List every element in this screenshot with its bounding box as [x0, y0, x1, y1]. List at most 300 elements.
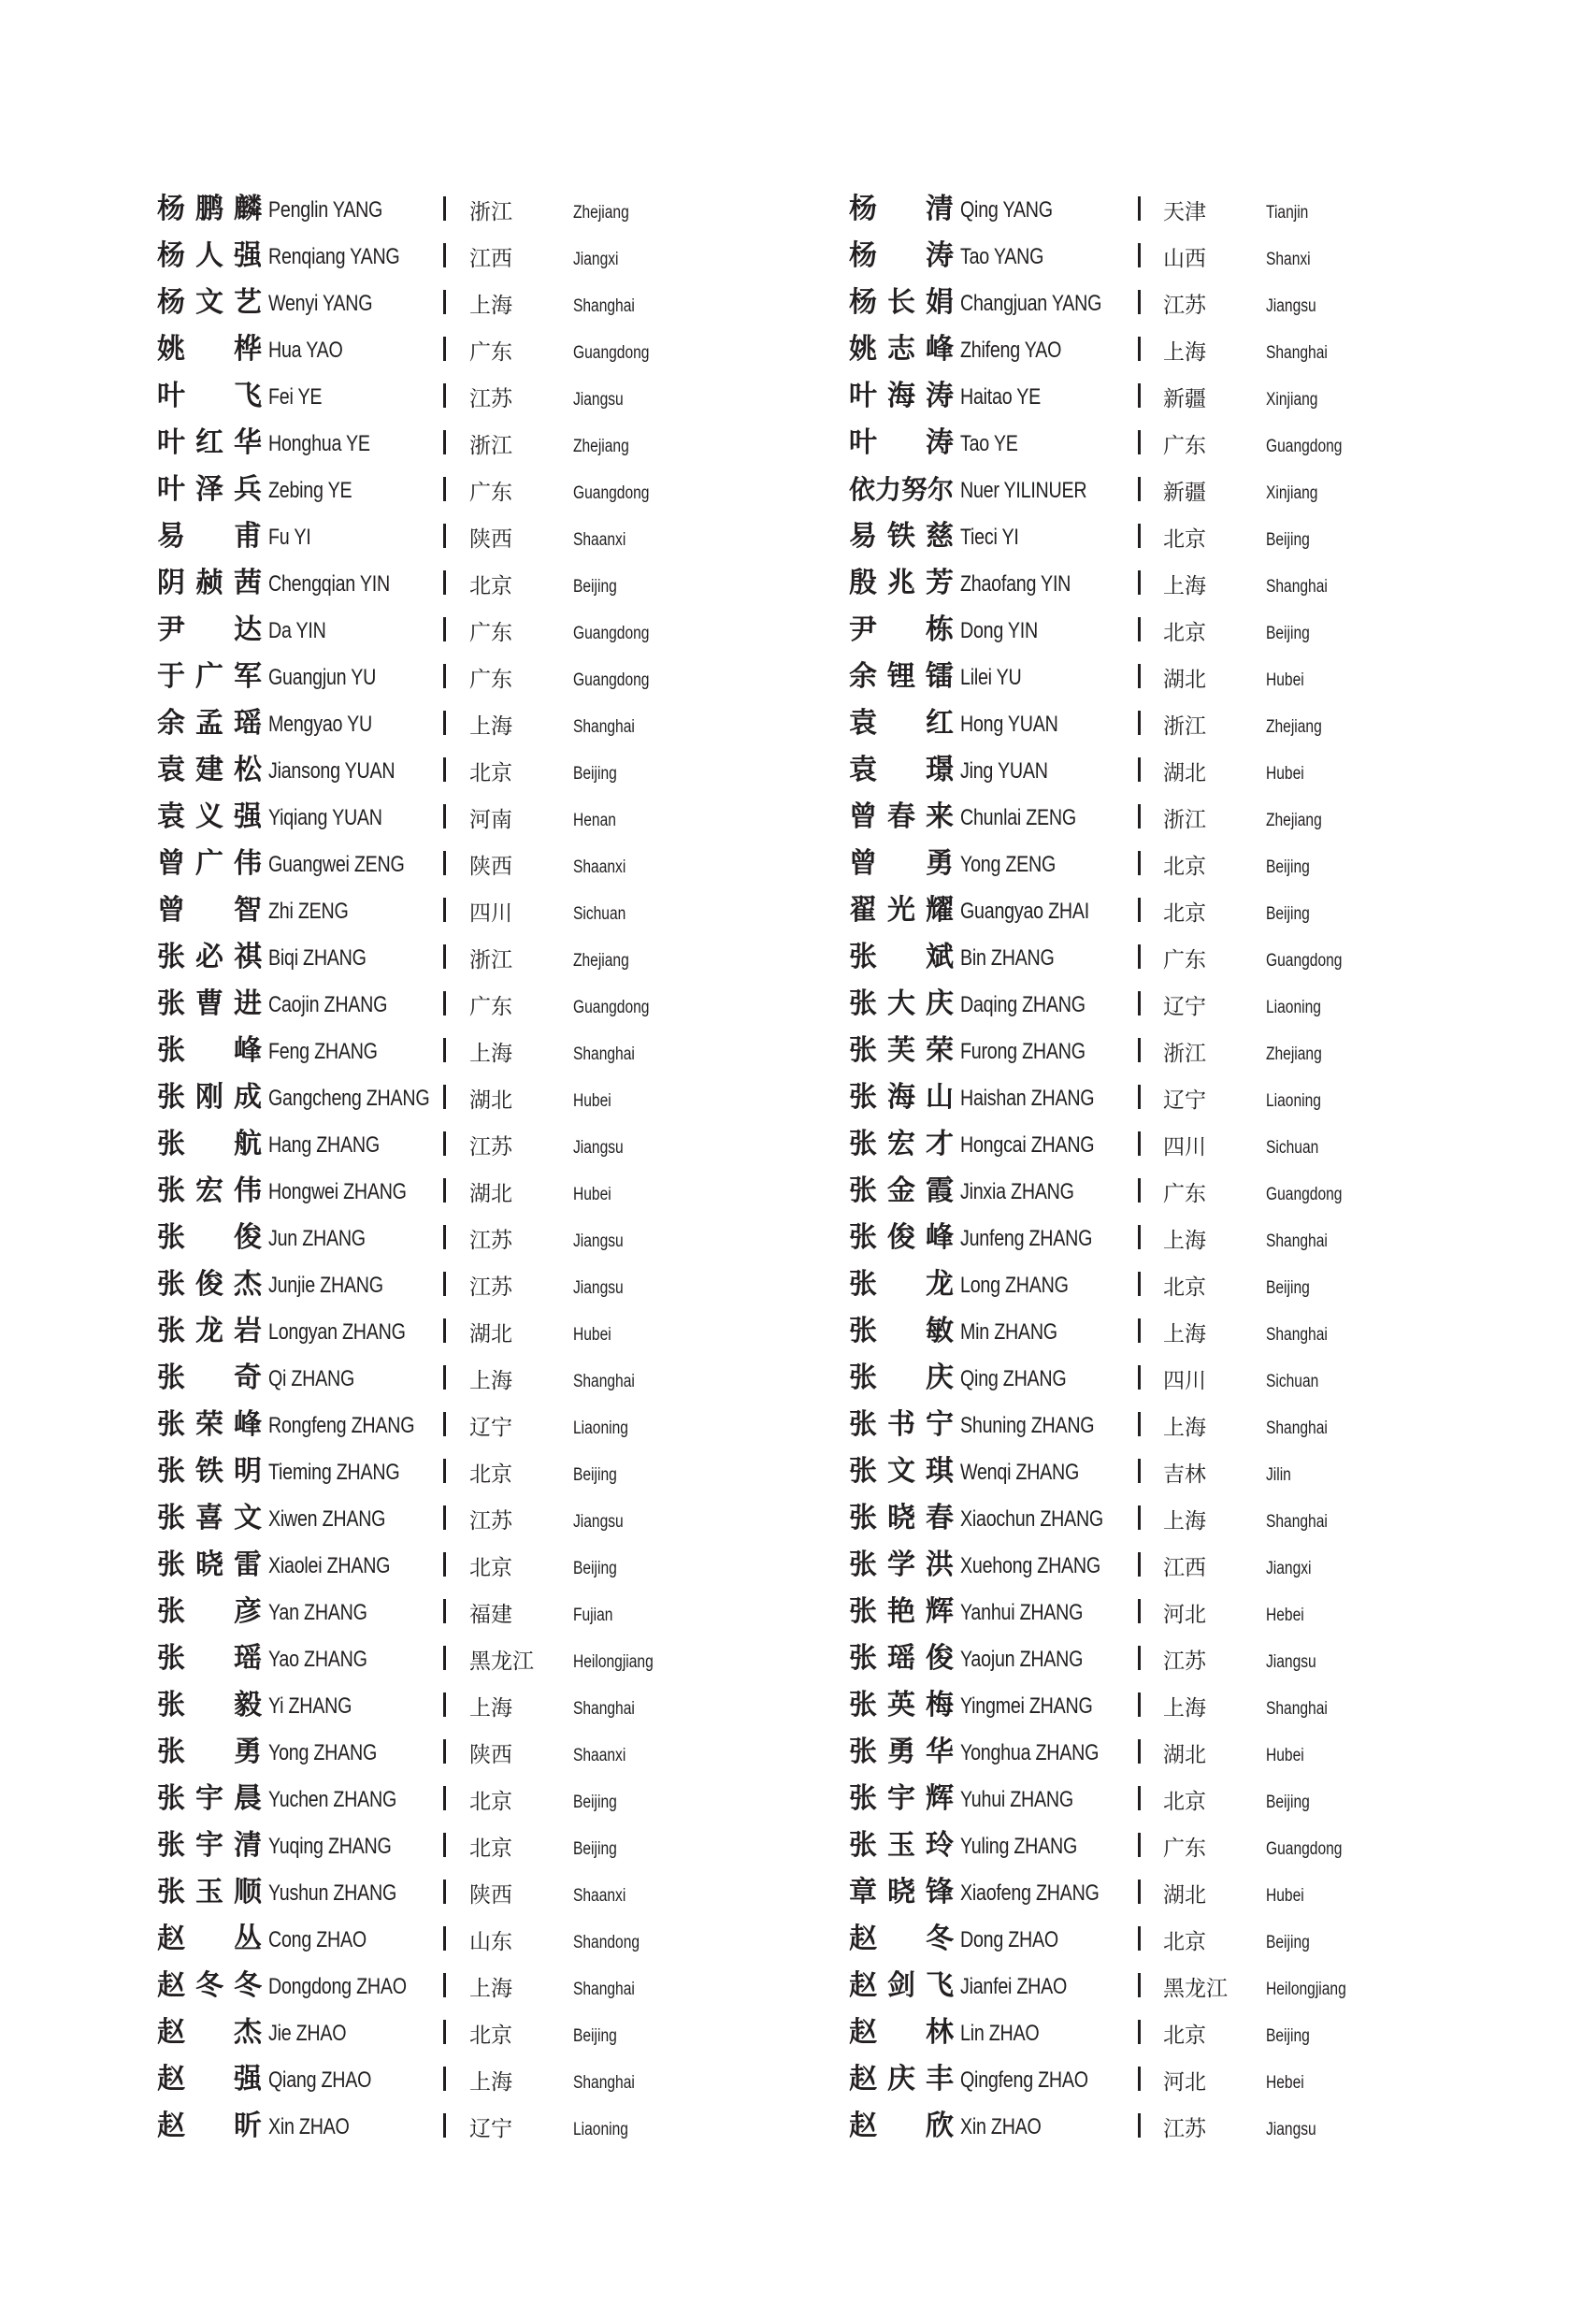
- english-name: Dong YIN: [960, 618, 1038, 643]
- province-english: Beijing: [573, 1839, 617, 1859]
- english-name: Hongcai ZHANG: [960, 1132, 1095, 1158]
- province-chinese: 上海: [469, 714, 512, 739]
- english-name: Daqing ZHANG: [960, 992, 1086, 1017]
- english-name: Yuling ZHANG: [960, 1834, 1078, 1859]
- list-item: [849, 703, 1578, 750]
- chinese-name: 姚桦: [157, 333, 262, 366]
- chinese-name: 张俊杰: [157, 1268, 262, 1301]
- chinese-name: 张勇: [157, 1736, 262, 1768]
- separator: [1138, 2020, 1141, 2044]
- province-english: Shanghai: [573, 1372, 635, 1391]
- chinese-name: 张学洪: [849, 1548, 954, 1581]
- province-english: Beijing: [1266, 2026, 1310, 2046]
- chinese-name: 张龙岩: [157, 1315, 262, 1347]
- province-english: Guangdong: [573, 483, 650, 503]
- province-chinese: 北京: [1163, 855, 1206, 879]
- english-name: Haitao YE: [960, 384, 1042, 410]
- province-english: Beijing: [573, 577, 617, 597]
- english-name: Yuchen ZHANG: [268, 1787, 397, 1812]
- chinese-name: 张晓春: [849, 1502, 954, 1534]
- separator: [1138, 1973, 1141, 1997]
- list-item: [157, 890, 886, 937]
- english-name: Caojin ZHANG: [268, 992, 388, 1017]
- list-item: [157, 1030, 886, 1077]
- province-english: Jiangxi: [573, 250, 619, 269]
- english-name: Tao YE: [960, 431, 1018, 456]
- list-item: [157, 1451, 886, 1498]
- province-chinese: 河南: [469, 808, 512, 832]
- list-item: [157, 1217, 886, 1264]
- separator: [1138, 991, 1141, 1015]
- english-name: Cong ZHAO: [268, 1927, 367, 1952]
- separator: [443, 898, 446, 922]
- province-english: Guangdong: [573, 670, 650, 690]
- separator: [1138, 1272, 1141, 1296]
- list-item: [157, 1872, 886, 1919]
- province-chinese: 黑龙江: [469, 1649, 534, 1674]
- english-name: Yuhui ZHANG: [960, 1787, 1073, 1812]
- separator: [1138, 617, 1141, 641]
- separator: [443, 1739, 446, 1764]
- province-english: Hebei: [1266, 2073, 1304, 2093]
- english-name: Hang ZHANG: [268, 1132, 380, 1158]
- province-chinese: 新疆: [1163, 481, 1206, 505]
- list-item: [157, 1592, 886, 1638]
- chinese-name: 张敏: [849, 1315, 954, 1347]
- english-name: Jinxia ZHANG: [960, 1179, 1074, 1204]
- separator: [443, 664, 446, 688]
- list-item: [157, 1264, 886, 1311]
- english-name: Junfeng ZHANG: [960, 1226, 1093, 1251]
- chinese-name: 曾春来: [849, 800, 954, 833]
- english-name: Yonghua ZHANG: [960, 1740, 1100, 1765]
- province-english: Beijing: [1266, 1278, 1310, 1298]
- province-english: Liaoning: [1266, 1091, 1321, 1111]
- province-chinese: 北京: [469, 1462, 512, 1487]
- list-item: [157, 423, 886, 469]
- english-name: Long ZHANG: [960, 1273, 1069, 1298]
- province-chinese: 上海: [469, 1977, 512, 2001]
- province-english: Jiangsu: [1266, 2120, 1316, 2139]
- province-chinese: 北京: [469, 2024, 512, 2048]
- separator: [1138, 1880, 1141, 1904]
- list-item: [849, 282, 1578, 329]
- chinese-name: 张金霞: [849, 1174, 954, 1207]
- english-name: Yingmei ZHANG: [960, 1693, 1093, 1719]
- province-english: Shandong: [573, 1933, 640, 1952]
- english-name: Jun ZHANG: [268, 1226, 366, 1251]
- province-chinese: 浙江: [1163, 714, 1206, 739]
- separator: [1138, 243, 1141, 267]
- separator: [443, 430, 446, 454]
- list-item: [157, 1638, 886, 1685]
- english-name: Guangyao ZHAI: [960, 899, 1089, 924]
- english-name: Changjuan YANG: [960, 291, 1102, 316]
- province-chinese: 江西: [469, 247, 512, 271]
- english-name: Fei YE: [268, 384, 323, 410]
- chinese-name: 张晓雷: [157, 1548, 262, 1581]
- province-chinese: 陕西: [469, 1743, 512, 1767]
- list-item: [849, 469, 1578, 516]
- list-item: [849, 1498, 1578, 1545]
- list-item: [849, 610, 1578, 656]
- chinese-name: 张海山: [849, 1081, 954, 1114]
- separator: [443, 1412, 446, 1436]
- chinese-name: 张龙: [849, 1268, 954, 1301]
- chinese-name: 张庆: [849, 1361, 954, 1394]
- list-item: [849, 1966, 1578, 2012]
- list-item: [849, 423, 1578, 469]
- english-name: Jing YUAN: [960, 758, 1048, 784]
- separator: [443, 1459, 446, 1483]
- list-item: [157, 1358, 886, 1404]
- separator: [1138, 1038, 1141, 1062]
- list-item: [849, 1685, 1578, 1732]
- chinese-name: 叶泽兵: [157, 473, 262, 506]
- separator: [1138, 804, 1141, 828]
- province-chinese: 湖北: [1163, 1743, 1206, 1767]
- province-chinese: 江苏: [469, 387, 512, 411]
- chinese-name: 张艳辉: [849, 1595, 954, 1628]
- province-english: Hubei: [573, 1325, 611, 1345]
- province-chinese: 江苏: [1163, 294, 1206, 318]
- separator: [1138, 290, 1141, 314]
- chinese-name: 张必祺: [157, 941, 262, 973]
- separator: [1138, 1646, 1141, 1670]
- list-item: [849, 1592, 1578, 1638]
- province-chinese: 北京: [1163, 1790, 1206, 1814]
- province-english: Jiangsu: [573, 1278, 624, 1298]
- province-chinese: 河北: [1163, 1603, 1206, 1627]
- list-item: [157, 1124, 886, 1171]
- separator: [1138, 1833, 1141, 1857]
- english-name: Xiaofeng ZHANG: [960, 1880, 1100, 1906]
- list-item: [849, 1872, 1578, 1919]
- english-name: Da YIN: [268, 618, 326, 643]
- list-item: [157, 1825, 886, 1872]
- list-item: [157, 516, 886, 563]
- province-english: Henan: [573, 811, 616, 830]
- separator: [443, 1692, 446, 1717]
- list-item: [157, 2059, 886, 2106]
- chinese-name: 张峰: [157, 1034, 262, 1067]
- province-english: Shanghai: [573, 1980, 635, 1999]
- separator: [443, 2020, 446, 2044]
- chinese-name: 姚志峰: [849, 333, 954, 366]
- province-english: Shanghai: [573, 717, 635, 737]
- province-chinese: 浙江: [469, 434, 512, 458]
- english-name: Honghua YE: [268, 431, 370, 456]
- english-name: Yi ZHANG: [268, 1693, 352, 1719]
- chinese-name: 张瑶: [157, 1642, 262, 1675]
- separator: [1138, 1178, 1141, 1203]
- province-english: Beijing: [1266, 530, 1310, 550]
- separator: [443, 1786, 446, 1810]
- separator: [443, 617, 446, 641]
- chinese-name: 曾广伟: [157, 847, 262, 880]
- separator: [1138, 1085, 1141, 1109]
- list-item: [849, 937, 1578, 984]
- english-name: Yong ZENG: [960, 852, 1057, 877]
- province-english: Shanghai: [1266, 1232, 1328, 1251]
- separator: [1138, 1318, 1141, 1343]
- chinese-name: 袁建松: [157, 754, 262, 786]
- english-name: Guangjun YU: [268, 665, 377, 690]
- province-english: Jiangsu: [573, 390, 624, 410]
- chinese-name: 张曹进: [157, 987, 262, 1020]
- province-chinese: 广东: [1163, 1836, 1206, 1861]
- province-chinese: 浙江: [469, 200, 512, 224]
- province-english: Hubei: [573, 1091, 611, 1111]
- english-name: Penglin YANG: [268, 197, 383, 223]
- separator: [1138, 711, 1141, 735]
- english-name: Jiansong YUAN: [268, 758, 395, 784]
- english-name: Yaojun ZHANG: [960, 1647, 1084, 1672]
- list-item: [157, 1077, 886, 1124]
- province-english: Zhejiang: [573, 437, 629, 456]
- english-name: Lilei YU: [960, 665, 1022, 690]
- province-chinese: 辽宁: [469, 2117, 512, 2141]
- chinese-name: 张彦: [157, 1595, 262, 1628]
- province-english: Hebei: [1266, 1606, 1304, 1625]
- english-name: Yushun ZHANG: [268, 1880, 397, 1906]
- province-chinese: 湖北: [1163, 668, 1206, 692]
- chinese-name: 杨人强: [157, 239, 262, 272]
- english-name: Chunlai ZENG: [960, 805, 1076, 830]
- province-chinese: 山东: [469, 1930, 512, 1954]
- chinese-name: 叶涛: [849, 426, 954, 459]
- chinese-name: 叶红华: [157, 426, 262, 459]
- list-item: [849, 563, 1578, 610]
- english-name: Furong ZHANG: [960, 1039, 1086, 1064]
- chinese-name: 张宇清: [157, 1829, 262, 1862]
- province-chinese: 上海: [1163, 1229, 1206, 1253]
- list-item: [157, 1966, 886, 2012]
- province-chinese: 陕西: [469, 527, 512, 552]
- english-name: Tieming ZHANG: [268, 1460, 400, 1485]
- province-english: Liaoning: [1266, 998, 1321, 1017]
- separator: [1138, 1459, 1141, 1483]
- province-chinese: 江苏: [1163, 2117, 1206, 2141]
- list-item: [849, 2059, 1578, 2106]
- separator: [443, 477, 446, 501]
- chinese-name: 曾勇: [849, 847, 954, 880]
- province-english: Liaoning: [573, 1419, 628, 1438]
- separator: [443, 1131, 446, 1156]
- chinese-name: 杨鹏麟: [157, 193, 262, 225]
- separator: [443, 944, 446, 969]
- province-english: Zhejiang: [573, 951, 629, 971]
- chinese-name: 章晓锋: [849, 1876, 954, 1908]
- separator: [1138, 1225, 1141, 1249]
- chinese-name: 张刚成: [157, 1081, 262, 1114]
- list-item: [849, 1732, 1578, 1779]
- separator: [443, 1085, 446, 1109]
- chinese-name: 袁红: [849, 707, 954, 740]
- province-english: Shanxi: [1266, 250, 1311, 269]
- province-english: Shanghai: [1266, 1699, 1328, 1719]
- province-chinese: 北京: [1163, 1930, 1206, 1954]
- english-name: Qingfeng ZHAO: [960, 2067, 1088, 2093]
- province-english: Beijing: [1266, 624, 1310, 643]
- province-chinese: 上海: [1163, 1696, 1206, 1721]
- province-chinese: 广东: [1163, 948, 1206, 972]
- chinese-name: 曾智: [157, 894, 262, 927]
- list-item: [849, 1545, 1578, 1592]
- separator: [1138, 430, 1141, 454]
- province-english: Shanghai: [573, 1699, 635, 1719]
- list-item: [849, 984, 1578, 1030]
- chinese-name: 依力努尔: [849, 474, 955, 505]
- province-chinese: 上海: [1163, 340, 1206, 365]
- list-item: [849, 1358, 1578, 1404]
- chinese-name: 张斌: [849, 941, 954, 973]
- province-english: Jiangsu: [573, 1138, 624, 1158]
- province-english: Jiangsu: [573, 1232, 624, 1251]
- province-english: Shanghai: [1266, 343, 1328, 363]
- chinese-name: 张芙荣: [849, 1034, 954, 1067]
- separator: [443, 757, 446, 782]
- english-name: Yao ZHANG: [268, 1647, 367, 1672]
- english-name: Xuehong ZHANG: [960, 1553, 1100, 1578]
- province-english: Beijing: [573, 1465, 617, 1485]
- chinese-name: 张英梅: [849, 1689, 954, 1721]
- chinese-name: 张奇: [157, 1361, 262, 1394]
- province-english: Guangdong: [573, 998, 650, 1017]
- chinese-name: 尹达: [157, 613, 262, 646]
- province-english: Zhejiang: [1266, 811, 1322, 830]
- list-item: [849, 1030, 1578, 1077]
- province-chinese: 上海: [469, 294, 512, 318]
- province-english: Beijing: [573, 2026, 617, 2046]
- separator: [1138, 1739, 1141, 1764]
- province-english: Zhejiang: [1266, 1044, 1322, 1064]
- province-english: Zhejiang: [573, 203, 629, 223]
- chinese-name: 张书宁: [849, 1408, 954, 1441]
- english-name: Zhifeng YAO: [960, 338, 1062, 363]
- separator: [1138, 383, 1141, 408]
- chinese-name: 张瑶俊: [849, 1642, 954, 1675]
- separator: [443, 290, 446, 314]
- separator: [1138, 1505, 1141, 1530]
- name-list-left-column: [157, 189, 886, 2153]
- province-english: Shanghai: [1266, 1325, 1328, 1345]
- province-chinese: 广东: [469, 340, 512, 365]
- separator: [1138, 1365, 1141, 1390]
- list-item: [849, 236, 1578, 282]
- list-item: [157, 1685, 886, 1732]
- chinese-name: 赵冬冬: [157, 1969, 262, 2002]
- list-item: [849, 1311, 1578, 1358]
- english-name: Min ZHANG: [960, 1319, 1057, 1345]
- separator: [443, 1225, 446, 1249]
- english-name: Feng ZHANG: [268, 1039, 378, 1064]
- chinese-name: 张俊峰: [849, 1221, 954, 1254]
- chinese-name: 殷兆芳: [849, 567, 954, 599]
- province-chinese: 北京: [469, 1790, 512, 1814]
- list-item: [849, 376, 1578, 423]
- list-item: [849, 1638, 1578, 1685]
- province-chinese: 江苏: [469, 1275, 512, 1300]
- province-english: Hubei: [1266, 764, 1304, 784]
- list-item: [849, 2012, 1578, 2059]
- list-item: [157, 843, 886, 890]
- province-english: Jilin: [1266, 1465, 1291, 1485]
- province-chinese: 四川: [469, 901, 512, 926]
- separator: [443, 1505, 446, 1530]
- english-name: Yuqing ZHANG: [268, 1834, 392, 1859]
- separator: [443, 2113, 446, 2138]
- chinese-name: 杨长娟: [849, 286, 954, 319]
- chinese-name: 张文琪: [849, 1455, 954, 1488]
- separator: [1138, 851, 1141, 875]
- separator: [443, 570, 446, 595]
- province-chinese: 广东: [469, 995, 512, 1019]
- list-item: [849, 890, 1578, 937]
- province-english: Jiangsu: [1266, 1652, 1316, 1672]
- english-name: Shuning ZHANG: [960, 1413, 1095, 1438]
- english-name: Longyan ZHANG: [268, 1319, 406, 1345]
- province-english: Sichuan: [573, 904, 626, 924]
- separator: [1138, 1599, 1141, 1623]
- chinese-name: 袁义强: [157, 800, 262, 833]
- english-name: Wenyi YANG: [268, 291, 373, 316]
- list-item: [157, 469, 886, 516]
- province-english: Beijing: [1266, 1793, 1310, 1812]
- province-english: Beijing: [573, 1793, 617, 1812]
- english-name: Bin ZHANG: [960, 945, 1055, 971]
- province-english: Shanghai: [573, 296, 635, 316]
- province-chinese: 湖北: [1163, 1883, 1206, 1908]
- chinese-name: 余孟瑶: [157, 707, 262, 740]
- chinese-name: 翟光耀: [849, 894, 954, 927]
- separator: [1138, 524, 1141, 548]
- chinese-name: 赵欣: [849, 2110, 954, 2142]
- province-english: Shaanxi: [573, 857, 626, 877]
- english-name: Renqiang YANG: [268, 244, 400, 269]
- separator: [1138, 944, 1141, 969]
- province-chinese: 江苏: [1163, 1649, 1206, 1674]
- separator: [443, 1038, 446, 1062]
- province-chinese: 浙江: [1163, 808, 1206, 832]
- separator: [443, 196, 446, 221]
- province-english: Guangdong: [1266, 1839, 1343, 1859]
- separator: [1138, 1552, 1141, 1577]
- province-chinese: 江西: [1163, 1556, 1206, 1580]
- list-item: [157, 797, 886, 843]
- english-name: Guangwei ZENG: [268, 852, 405, 877]
- province-chinese: 广东: [469, 621, 512, 645]
- province-english: Beijing: [573, 1559, 617, 1578]
- separator: [1138, 196, 1141, 221]
- english-name: Xiwen ZHANG: [268, 1506, 386, 1532]
- separator: [443, 1833, 446, 1857]
- english-name: Wenqi ZHANG: [960, 1460, 1080, 1485]
- province-english: Hubei: [1266, 1886, 1304, 1906]
- province-english: Hubei: [573, 1185, 611, 1204]
- separator: [443, 383, 446, 408]
- chinese-name: 张玉玲: [849, 1829, 954, 1862]
- list-item: [849, 2106, 1578, 2153]
- province-chinese: 山西: [1163, 247, 1206, 271]
- province-chinese: 上海: [1163, 1322, 1206, 1347]
- english-name: Tao YANG: [960, 244, 1044, 269]
- chinese-name: 杨涛: [849, 239, 954, 272]
- province-english: Shanghai: [573, 1044, 635, 1064]
- list-item: [849, 189, 1578, 236]
- list-item: [157, 750, 886, 797]
- province-chinese: 湖北: [469, 1088, 512, 1113]
